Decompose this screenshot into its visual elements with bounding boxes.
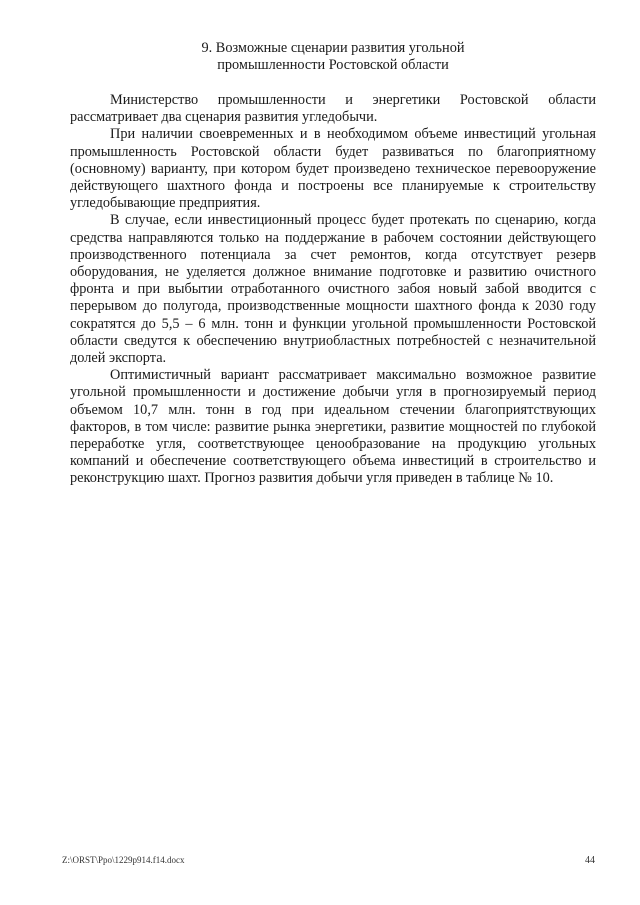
paragraph-3: В случае, если инвестиционный процесс будет протекать по сценарию, когда средства направляются только на поддержание в рабочем состоянии действующего производственного потенциала за счет ремонтов, когда отсутствует резерв оборудования, не уделяется должное внимание подготовке и развитию очистного фронта и при выбытии отработанного очистного забоя новый забой вводится с перерывом до полугода, производственные мощности шахтного фонда к 2030 году сократятся до 5,5 – 6 млн. тонн и функции угольной промышленности Ростовской области сведутся к обеспечению внутриобластных потребностей с незначительной долей экспорта. bbox=[70, 212, 596, 367]
page-number: 44 bbox=[585, 855, 595, 866]
paragraph-2: При наличии своевременных и в необходимом объеме инвестиций угольная промышленность Ростовской области будет развиваться по благоприятному (основному) варианту, при котором будет произведено техническое перевооружение действующего шахтного фонда и построены все планируемые к строительству угледобывающие предприятия. bbox=[70, 126, 596, 212]
footer-file-path: Z:\ORST\Ppo\1229p914.f14.docx bbox=[62, 855, 185, 865]
body-text bbox=[70, 92, 596, 488]
section-heading bbox=[70, 40, 596, 74]
paragraph-1: Министерство промышленности и энергетики Ростовской области рассматривает два сценария развития угледобычи. bbox=[70, 92, 596, 126]
section-heading-line-2: промышленности Ростовской области bbox=[217, 57, 449, 73]
paragraph-4: Оптимистичный вариант рассматривает максимально возможное развитие угольной промышленности и достижение добычи угля в прогнозируемый период объемом 10,7 млн. тонн в год при идеальном стечении благоприятствующих факторов, в том числе: развитие рынка энергетики, развитие мощностей по глубокой переработке угля, соответствующее ценообразование на продукцию угольных компаний и обеспечение соответствующего объема инвестиций в строительство и реконструкцию шахт. Прогноз развития добычи угля приведен в таблице № 10. bbox=[70, 367, 596, 487]
section-heading-line-1: 9. Возможные сценарии развития угольной bbox=[201, 40, 465, 56]
